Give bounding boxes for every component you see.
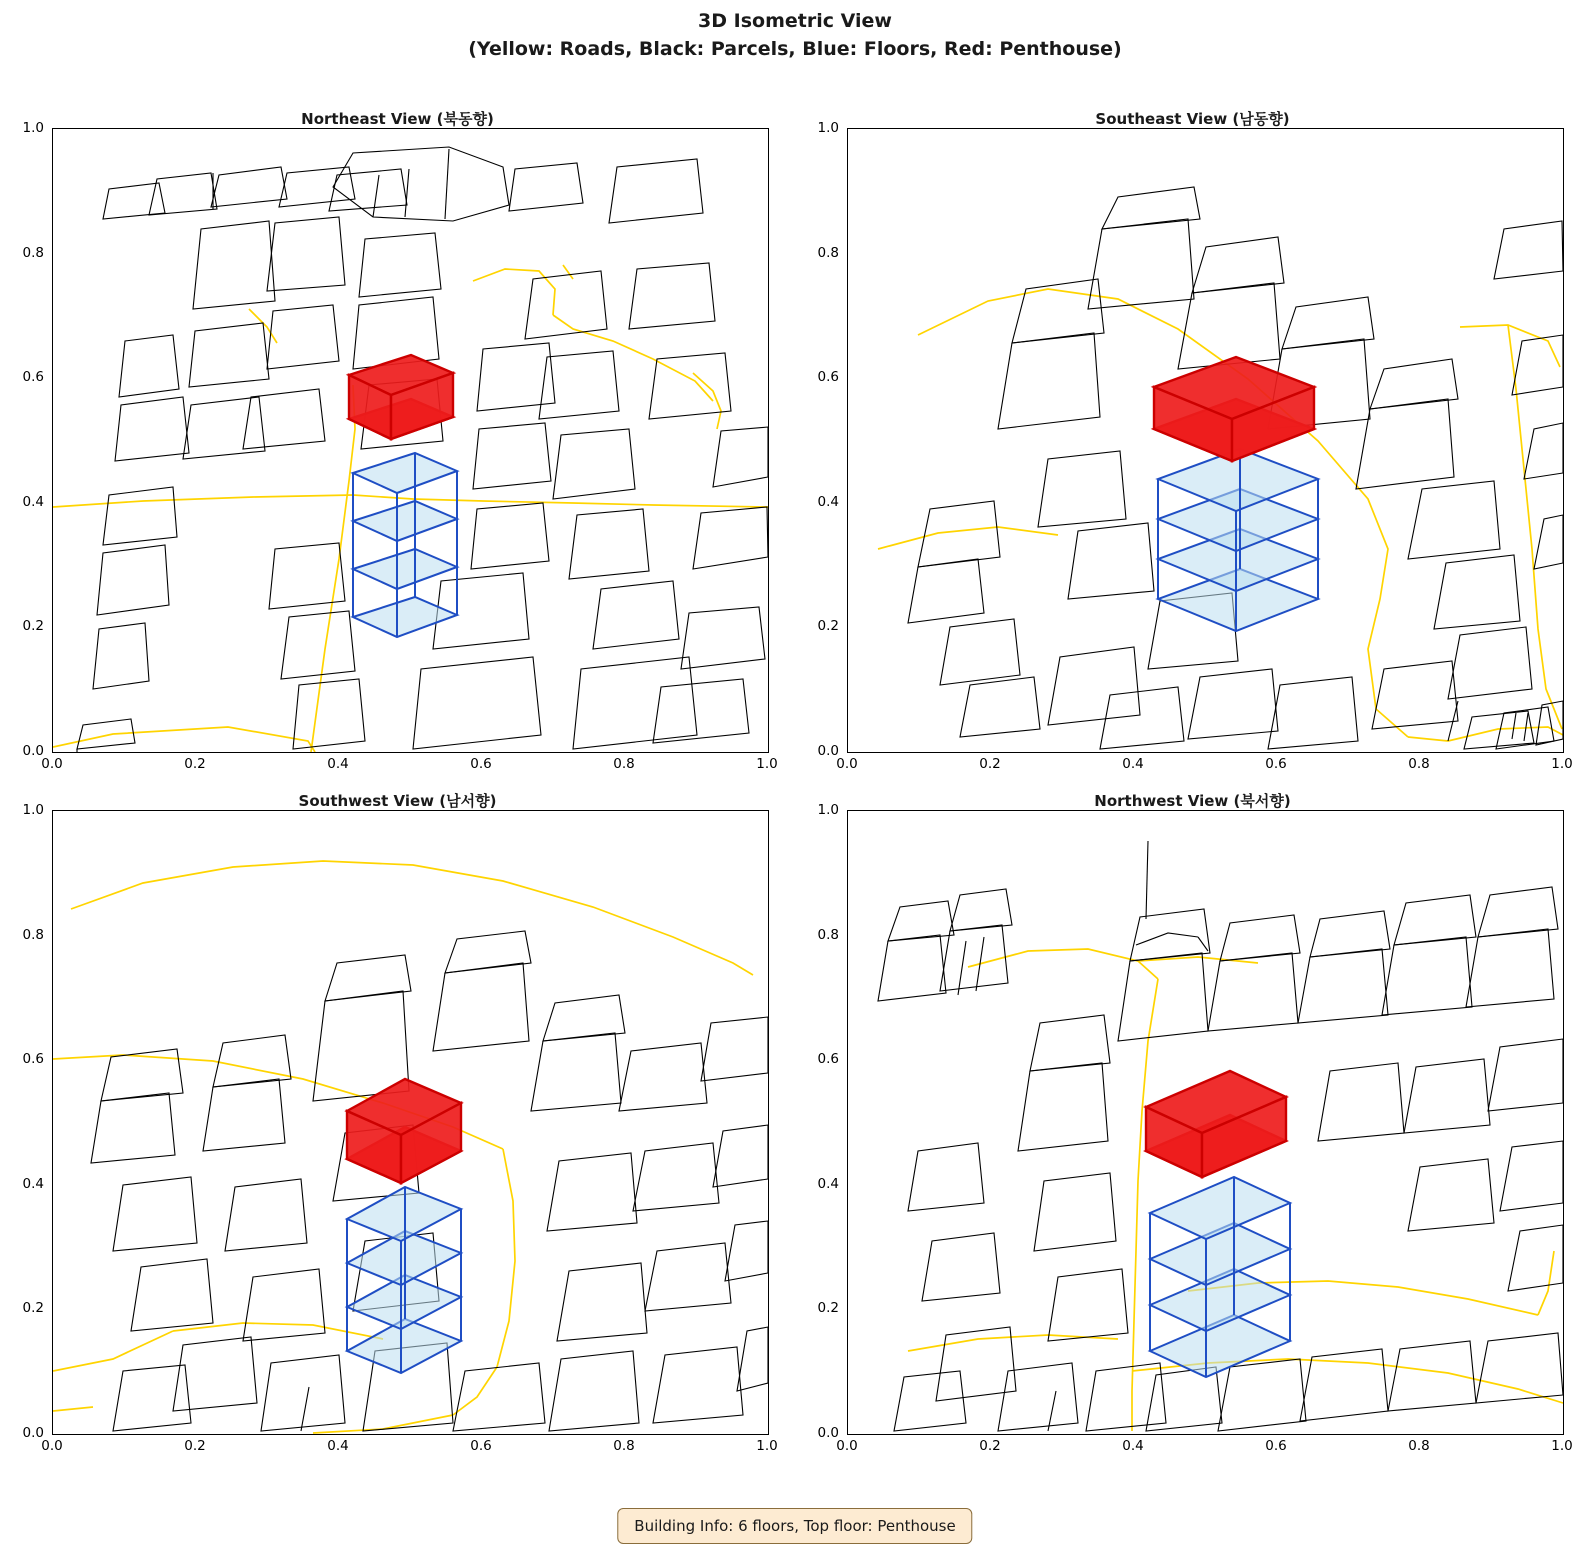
- xtick-4: 0.8: [613, 1438, 635, 1454]
- ytick-3: 0.6: [22, 1051, 44, 1067]
- xtick-1: 0.2: [184, 1438, 206, 1454]
- axes-northeast[interactable]: [52, 128, 769, 753]
- floors-layer: [1158, 449, 1318, 631]
- penthouse-layer: [1146, 1071, 1286, 1177]
- xtick-0: 0.0: [41, 756, 63, 772]
- xtick-4: 0.8: [1408, 756, 1430, 772]
- axes-southwest[interactable]: [52, 810, 769, 1435]
- ytick-0: 0.0: [817, 1425, 839, 1441]
- ytick-2: 0.4: [817, 1176, 839, 1192]
- xtick-5: 1.0: [756, 1438, 778, 1454]
- ytick-3: 0.6: [817, 1051, 839, 1067]
- xtick-0: 0.0: [41, 1438, 63, 1454]
- ytick-3: 0.6: [817, 369, 839, 385]
- panel-northeast: [0, 108, 795, 772]
- xtick-4: 0.8: [1408, 1438, 1430, 1454]
- xtick-3: 0.6: [470, 756, 492, 772]
- suptitle-line-2: (Yellow: Roads, Black: Parcels, Blue: Floors, Red: Penthouse): [468, 37, 1122, 60]
- xtick-5: 1.0: [1551, 1438, 1573, 1454]
- ytick-4: 0.8: [22, 245, 44, 261]
- ytick-5: 1.0: [817, 802, 839, 818]
- ytick-5: 1.0: [22, 120, 44, 136]
- floors-layer: [353, 453, 457, 637]
- xtick-0: 0.0: [836, 756, 858, 772]
- ytick-0: 0.0: [817, 743, 839, 759]
- xtick-0: 0.0: [836, 1438, 858, 1454]
- ytick-2: 0.4: [22, 494, 44, 510]
- ytick-2: 0.4: [22, 1176, 44, 1192]
- plot-northeast: [53, 129, 768, 752]
- xtick-1: 0.2: [979, 756, 1001, 772]
- xtick-2: 0.4: [327, 1438, 349, 1454]
- ytick-1: 0.2: [817, 1300, 839, 1316]
- plot-northwest: [848, 811, 1563, 1434]
- ytick-4: 0.8: [817, 927, 839, 943]
- axes-northwest[interactable]: [847, 810, 1564, 1435]
- floors-layer: [347, 1187, 461, 1373]
- ytick-0: 0.0: [22, 1425, 44, 1441]
- panel-northwest: [795, 790, 1590, 1454]
- xtick-2: 0.4: [1122, 1438, 1144, 1454]
- xtick-5: 1.0: [1551, 756, 1573, 772]
- panel-title-southeast: Southeast View (남동향): [1095, 110, 1290, 128]
- panel-southeast: [795, 108, 1590, 772]
- xtick-3: 0.6: [1265, 756, 1287, 772]
- xtick-5: 1.0: [756, 756, 778, 772]
- penthouse-layer: [1154, 357, 1314, 461]
- ytick-1: 0.2: [22, 1300, 44, 1316]
- ytick-3: 0.6: [22, 369, 44, 385]
- xtick-3: 0.6: [470, 1438, 492, 1454]
- ytick-4: 0.8: [22, 927, 44, 943]
- xtick-1: 0.2: [979, 1438, 1001, 1454]
- building-info-box: Building Info: 6 floors, Top floor: Penthouse: [617, 1508, 972, 1544]
- ytick-2: 0.4: [817, 494, 839, 510]
- ytick-4: 0.8: [817, 245, 839, 261]
- ytick-1: 0.2: [817, 618, 839, 634]
- suptitle-line-1: 3D Isometric View: [698, 10, 892, 32]
- panel-southwest: [0, 790, 795, 1454]
- ytick-1: 0.2: [22, 618, 44, 634]
- panel-title-northeast: Northeast View (북동향): [301, 110, 494, 128]
- penthouse-layer: [347, 1079, 461, 1183]
- ytick-0: 0.0: [22, 743, 44, 759]
- ytick-5: 1.0: [22, 802, 44, 818]
- ytick-5: 1.0: [817, 120, 839, 136]
- plot-southeast: [848, 129, 1563, 752]
- plot-southwest: [53, 811, 768, 1434]
- xtick-4: 0.8: [613, 756, 635, 772]
- figure-suptitle: [0, 8, 1590, 63]
- axes-southeast[interactable]: [847, 128, 1564, 753]
- xtick-2: 0.4: [1122, 756, 1144, 772]
- xtick-1: 0.2: [184, 756, 206, 772]
- floors-layer: [1150, 1177, 1290, 1377]
- parcels-layer: [77, 147, 768, 752]
- xtick-3: 0.6: [1265, 1438, 1287, 1454]
- panel-title-northwest: Northwest View (북서향): [1094, 792, 1291, 810]
- xtick-2: 0.4: [327, 756, 349, 772]
- panel-title-southwest: Southwest View (남서향): [298, 792, 497, 810]
